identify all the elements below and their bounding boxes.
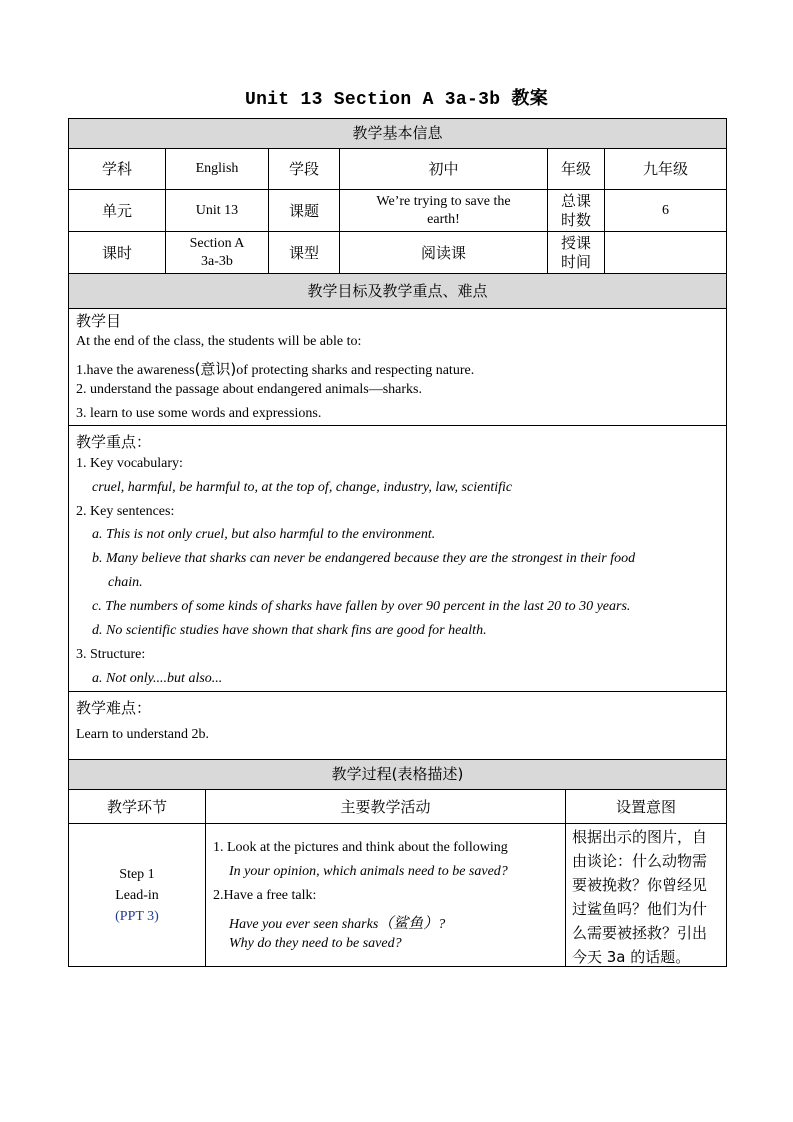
goals-intro: At the end of the class, the students will be able to: xyxy=(76,334,362,349)
label-period: 课时 xyxy=(68,231,166,274)
process-header-text: 教学过程(表格描述) xyxy=(331,765,464,783)
label-topic: 课题 xyxy=(268,189,340,232)
intent-line: 由谈论：什么动物需 xyxy=(572,852,708,870)
goal-1-a: 1.have the awareness xyxy=(76,363,195,378)
goals-title: 教学目 xyxy=(76,312,122,330)
difficulty-section xyxy=(68,691,727,760)
intent-line: 根据出示的图片，自 xyxy=(572,828,708,846)
col-stage-header: 教学环节 xyxy=(68,789,206,824)
value-topic: We’re trying to save the earth! xyxy=(339,189,548,232)
value-subject: English xyxy=(165,148,269,190)
value-total-periods: 6 xyxy=(604,189,727,232)
value-lesson-type: 阅读课 xyxy=(339,231,548,274)
value-period: Section A 3a-3b xyxy=(165,231,269,274)
label-total-periods: 总课时数 xyxy=(547,189,605,232)
sentence-c: c. The numbers of some kinds of sharks have fallen by over 90 percent in the last 20 to 30 years. xyxy=(92,599,631,614)
objectives-header xyxy=(68,273,727,309)
label-unit: 单元 xyxy=(68,189,166,232)
label-subject: 学科 xyxy=(68,148,166,190)
intent-line: 么需要被拯救？引出 xyxy=(572,924,708,942)
activity-2-q1-a: Have you ever seen sharks xyxy=(229,917,379,932)
intent-line: 要被挽救？你曾经见 xyxy=(572,876,708,894)
basic-info-header xyxy=(68,118,727,149)
objectives-header-text: 教学目标及教学重点、难点 xyxy=(307,282,488,300)
label-stage: 学段 xyxy=(268,148,340,190)
difficulty-title: 教学难点： xyxy=(76,699,152,717)
step-name: Step 1 xyxy=(119,867,155,882)
activity-2-q1-cn: （鲨鱼） xyxy=(378,914,439,932)
vocab-title: 1. Key vocabulary: xyxy=(76,456,183,471)
label-grade: 年级 xyxy=(547,148,605,190)
sentence-b-line1: b. Many believe that sharks can never be endangered because they are the strongest in their food xyxy=(92,551,636,566)
activity-2-question-1 xyxy=(229,912,445,933)
value-stage: 初中 xyxy=(339,148,548,190)
sentence-b-line2: chain. xyxy=(108,575,143,590)
process-header xyxy=(68,759,727,790)
activity-1: 1. Look at the pictures and think about the following xyxy=(213,840,508,855)
vocab-list: cruel, harmful, be harmful to, at the top of, change, industry, law, scientific xyxy=(92,480,513,495)
intent-line: 今天 3a 的话题。 xyxy=(572,948,691,966)
key-points-title: 教学重点： xyxy=(76,433,152,451)
goal-1-b: of protecting sharks and respecting nature. xyxy=(236,363,475,378)
label-class-time: 授课时间 xyxy=(547,231,605,274)
col-activities-header: 主要教学活动 xyxy=(205,789,566,824)
sentences-title: 2. Key sentences: xyxy=(76,504,175,519)
goal-3: 3. learn to use some words and expressions. xyxy=(76,406,322,421)
step-subtitle: Lead-in xyxy=(115,888,159,903)
step-ppt-link[interactable]: (PPT 3) xyxy=(115,909,159,924)
basic-info-header-text: 教学基本信息 xyxy=(352,124,443,142)
activity-1-question: In your opinion, which animals need to be saved? xyxy=(229,864,508,879)
goal-1 xyxy=(76,358,474,379)
goal-1-cn: (意识) xyxy=(194,360,237,378)
goal-2: 2. understand the passage about endangered animals—sharks. xyxy=(76,382,423,397)
value-class-time xyxy=(604,231,727,274)
activity-2-question-2: Why do they need to be saved? xyxy=(229,936,402,951)
structure-a: a. Not only....but also... xyxy=(92,671,223,686)
activity-2-q1-b: ? xyxy=(438,917,446,932)
sentence-d: d. No scientific studies have shown that shark fins are good for health. xyxy=(92,623,487,638)
document-title: Unit 13 Section A 3a-3b 教案 xyxy=(244,90,549,110)
value-grade: 九年级 xyxy=(604,148,727,190)
structure-title: 3. Structure: xyxy=(76,647,146,662)
sentence-a: a. This is not only cruel, but also harmful to the environment. xyxy=(92,527,436,542)
intent-line: 过鲨鱼吗？他们为什 xyxy=(572,900,708,918)
value-unit: Unit 13 xyxy=(165,189,269,232)
label-lesson-type: 课型 xyxy=(268,231,340,274)
difficulty-text: Learn to understand 2b. xyxy=(76,727,209,742)
activity-2: 2.Have a free talk: xyxy=(213,888,317,903)
col-intent-header: 设置意图 xyxy=(565,789,727,824)
